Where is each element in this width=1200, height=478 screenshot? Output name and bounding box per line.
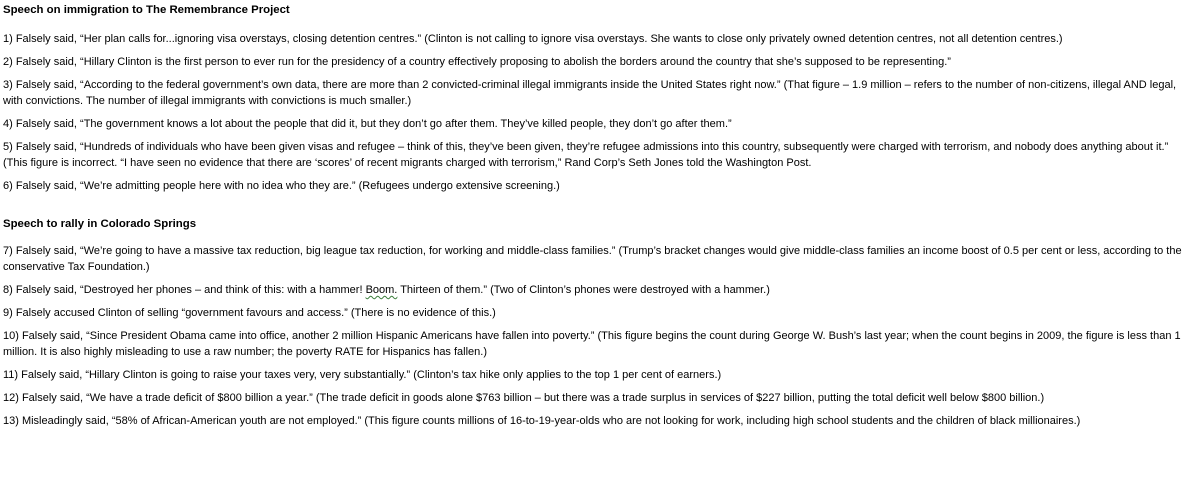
claim-5: 5) Falsely said, “Hundreds of individuals who have been given visas and refugee – think of this, they’ve been given, they’re refugee admissions into this country, subsequently were charged with terrorism, and nobody does anything about it.” (This figure is incorrect. “I have seen no evidence that there are ‘scores’ of recent migrants charged with terrorism,” Rand Corp’s Seth Jones told the Washington Post. (3, 141, 1169, 169)
claim-11: 11) Falsely said, “Hillary Clinton is going to raise your taxes very, very substantially.” (Clinton’s tax hike only applies to the top 1 per cent of earners.) (3, 369, 722, 381)
claim-13: 13) Misleadingly said, “58% of African-American youth are not employed.” (This figure counts millions of 16-to-19-year-olds who are not looking for work, including high school students and the children of black millionaires.) (3, 415, 1081, 427)
claim-6: 6) Falsely said, “We’re admitting people here with no idea who they are.” (Refugees undergo extensive screening.) (3, 180, 560, 192)
spellcheck-marked-word: Boom. (365, 284, 398, 296)
claim-8-after: Thirteen of them.” (Two of Clinton’s phones were destroyed with a hammer.) (397, 284, 770, 296)
claim-12: 12) Falsely said, “We have a trade deficit of $800 billion a year.” (The trade deficit in goods alone $763 billion – but there was a trade surplus in services of $227 billion, putting the total deficit well below $800 billion.) (3, 392, 1045, 404)
section-heading-immigration: Speech on immigration to The Remembrance Project (3, 4, 290, 16)
claim-10: 10) Falsely said, “Since President Obama came into office, another 2 million Hispanic Americans have fallen into poverty.” (This figure begins the count during George W. Bush’s last year; when the count begins in 2009, the figure is less than 1 million. It is also highly misleading to use a raw number; the poverty RATE for Hispanics has fallen.) (3, 330, 1181, 358)
claim-2: 2) Falsely said, “Hillary Clinton is the first person to ever run for the presidency of a country effectively proposing to abolish the borders around the country that she’s supposed to be representing.” (3, 56, 951, 68)
claim-4: 4) Falsely said, “The government knows a lot about the people that did it, but they don’t go after them. They’ve killed people, they don’t go after them.” (3, 118, 732, 130)
claim-9: 9) Falsely accused Clinton of selling “government favours and access.” (There is no evidence of this.) (3, 307, 496, 319)
claim-1: 1) Falsely said, “Her plan calls for...ignoring visa overstays, closing detention centres.” (Clinton is not calling to ignore visa overstays. She wants to close only privately owned detention centres, not all detention centres.) (3, 33, 1063, 45)
claim-3: 3) Falsely said, “According to the federal government’s own data, there are more than 2 convicted-criminal illegal immigrants inside the United States right now.” (That figure – 1.9 million – refers to the number of non-citizens, illegal AND legal, with convictions. The number of illegal immigrants with convictions is much smaller.) (3, 79, 1177, 107)
claim-8-before: 8) Falsely said, “Destroyed her phones – and think of this: with a hammer! (3, 284, 366, 296)
claim-7: 7) Falsely said, “We’re going to have a massive tax reduction, big league tax reduction, for working and middle-class families.” (Trump’s bracket changes would give middle-class families an income boost of 0.5 per cent or less, according to the conservative Tax Foundation.) (3, 245, 1182, 273)
claim-8 (3, 282, 1194, 298)
section-heading-colorado-springs: Speech to rally in Colorado Springs (3, 218, 197, 230)
